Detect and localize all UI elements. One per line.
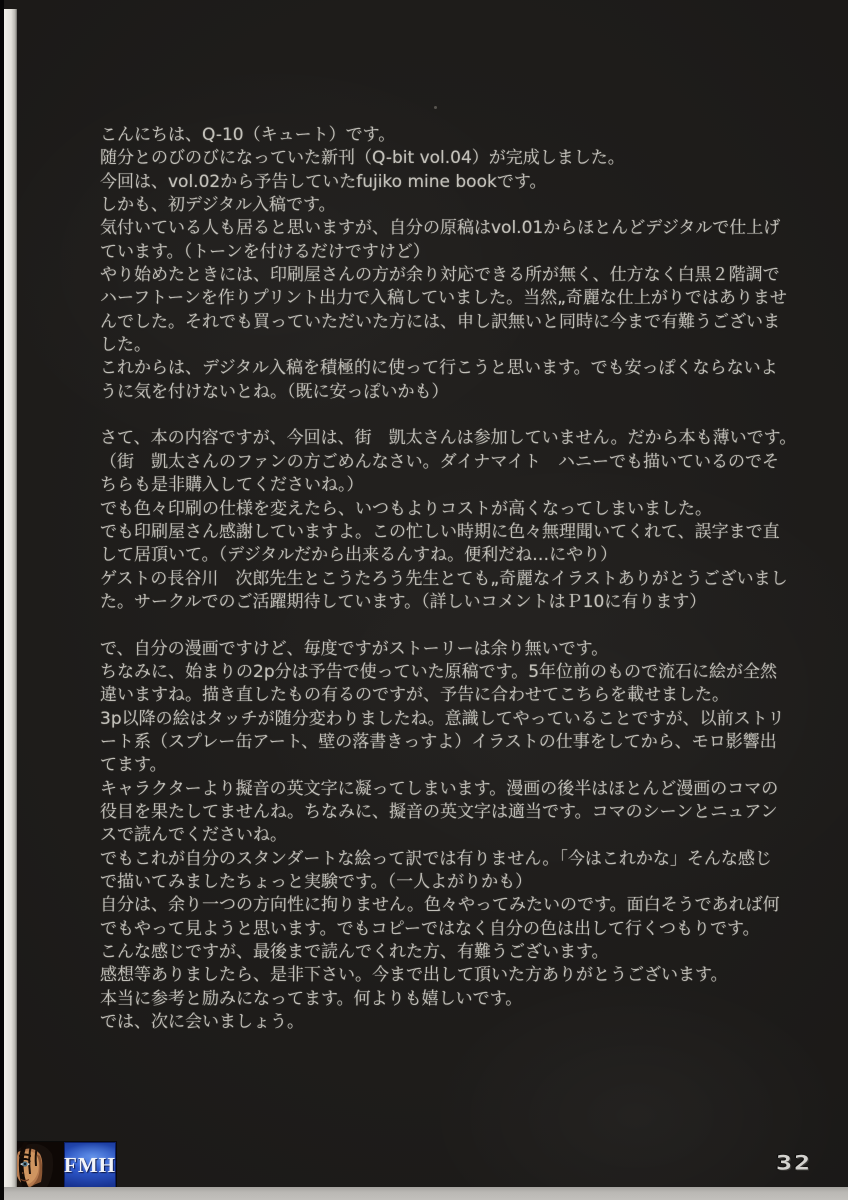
text-line: 感想等ありましたら、是非下さい。今まで出して頂いた方ありがとうございます。: [100, 965, 728, 986]
afterword-paragraph-1: [100, 124, 787, 404]
text-line: んでした。それでも買っていただいた方には、申し訳無いと同時に今まで有難うございま: [100, 311, 780, 332]
text-line: ゲストの長谷川 次郎先生とこうたろう先生とても„奇麗なイラストありがとうございまし: [100, 568, 788, 589]
text-line: して居頂いて。（デジタルだから出来るんすね。便利だね…にやり）: [100, 545, 618, 566]
afterword-text: [100, 124, 797, 1034]
circle-logo: [8, 1142, 116, 1189]
page-number: 32: [776, 1152, 813, 1175]
text-line: でもやって見ようと思います。でもコピーではなく自分の色は出して行くつもりです。: [100, 918, 760, 939]
text-line: 今回は、vol.02から予告していたfujiko mine bookです。: [100, 171, 547, 192]
text-line: これからは、デジタル入稿を積極的に使って行こうと思います。でも安っぽくならないよ: [100, 358, 778, 379]
fmh-logo-text: FMH: [64, 1153, 116, 1177]
text-line: た。サークルでのご活躍期待しています。（詳しいコメントはＰ10に有ります）: [100, 591, 707, 612]
text-line: （街 凱太さんのファンの方ごめんなさい。ダイナマイト ハニーでも描いているのでそ: [100, 451, 779, 472]
text-line: 役目を果たしてませんね。ちなみに、擬音の英文字は適当です。コマのシーンとニュアン: [100, 801, 778, 822]
text-line: 本当に参考と励みになってます。何よりも嬉しいです。: [100, 988, 523, 1009]
text-line: ちらも是非購入してくださいね。）: [100, 475, 364, 496]
text-line: キャラクターより擬音の英文字に凝ってしまいます。漫画の後半はほとんど漫画のコマの: [100, 778, 779, 799]
afterword-paragraph-3: [100, 638, 785, 1035]
text-line: やり始めたときには、印刷屋さんの方が余り対応できる所が無く、仕方なく白黒２階調で: [100, 265, 780, 286]
text-line: した。: [100, 335, 151, 356]
scan-edge-bottom: [4, 1187, 848, 1200]
text-line: でも印刷屋さん感謝していますよ。この忙しい時期に色々無理聞いてくれて、誤字まで直: [100, 521, 780, 542]
text-line: ート系（スプレー缶アート、壁の落書きっすよ）イラストの仕事をしてから、モロ影響出: [100, 731, 777, 752]
text-line: こんな感じですが、最後まで読んでくれた方、有難うございます。: [100, 942, 609, 963]
text-line: さて、本の内容ですが、今回は、街 凱太さんは参加していません。だから本も薄いです。: [100, 428, 797, 449]
text-line: ハーフトーンを作りプリント出力で入稿していました。当然„奇麗な仕上がりではありませ: [100, 288, 787, 309]
text-line: てます。: [100, 755, 167, 776]
text-line: 気付いている人も居ると思いますが、自分の原稿はvol.01からほとんどデジタルで仕上げ: [100, 218, 781, 239]
text-line: で、自分の漫画ですけど、毎度ですがストーリーは余り無いです。: [100, 638, 609, 659]
scan-edge-left-white: [4, 9, 17, 1200]
text-line: では、次に会いましょう。: [100, 1012, 304, 1033]
text-line: 随分とのびのびになっていた新刊（Q-bit vol.04）が完成しました。: [100, 148, 625, 169]
text-line: ています。（トーンを付けるだけですけど）: [100, 241, 430, 262]
scan-speck: [434, 106, 437, 109]
text-line: ちなみに、始まりの2p分は予告で使っていた原稿です。5年位前のもので流石に絵が全然: [100, 661, 778, 682]
text-line: こんにちは、Q-10（キュート）です。: [100, 125, 396, 145]
text-line: 違いますね。描き直したもの有るのですが、予告に合わせてこちらを載せました。: [100, 685, 729, 706]
text-line: 3p以降の絵はタッチが随分変わりましたね。意識してやっていることですが、以前ストリ: [100, 708, 785, 729]
fmh-logo: [64, 1142, 116, 1189]
text-line: スで読んでくださいね。: [100, 825, 287, 846]
afterword-paragraph-2: [100, 427, 797, 614]
text-line: で描いてみましたちょっと実験です。（一人よがりかも）: [100, 872, 533, 892]
text-line: しかも、初デジタル入稿です。: [100, 195, 336, 216]
text-line: 自分は、余り一つの方向性に拘りません。色々やってみたいのです。面白そうであれば何: [100, 895, 780, 916]
text-line: でもこれが自分のスタンダートな絵って訳では有りません。「今はこれかな」そんな感じ: [100, 848, 772, 869]
text-line: うに気を付けないとね。（既に安っぽいかも）: [100, 381, 449, 402]
text-line: でも色々印刷の仕様を変えたら、いつもよりコストが高くなってしまいました。: [100, 498, 712, 519]
